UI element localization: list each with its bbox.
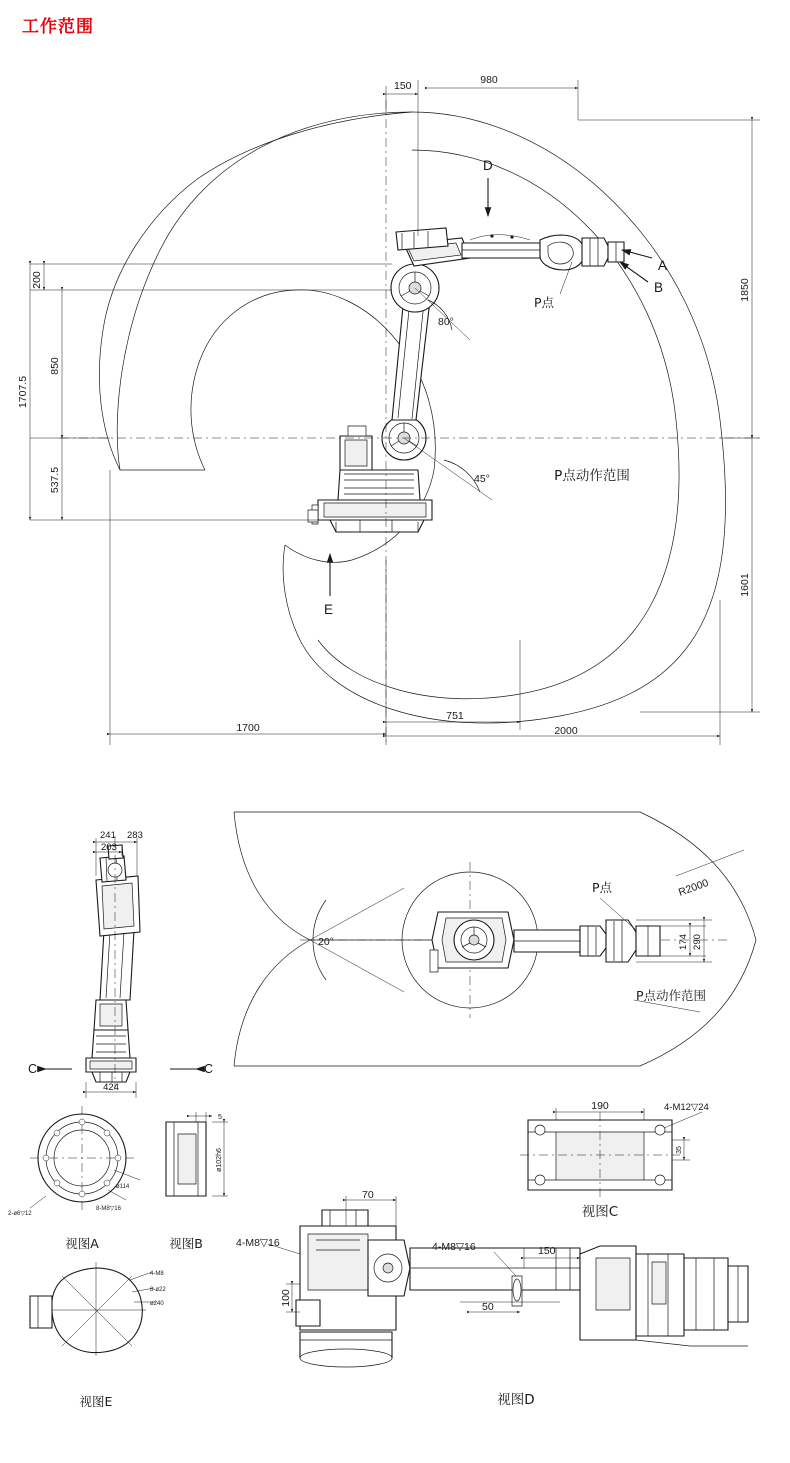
angle-top-20: 20° [318,936,334,948]
note-e-3: ø240 [150,1301,164,1307]
note-c-3: 35 [676,1146,683,1154]
caption-view-b: 视图B [169,1236,203,1251]
note-d-3: 4-M8▽16 [432,1241,476,1253]
main-front-view [17,74,760,745]
note-d-4: 150 [538,1245,556,1257]
dim-left-537: 537.5 [49,466,61,494]
label-p-point-top: P点 [592,880,613,895]
angle-lower: 45° [474,473,490,485]
dim-side-283: 283 [127,830,143,841]
note-d-6: 50 [482,1301,494,1313]
caption-view-a: 视图A [65,1236,99,1251]
view-b [166,1112,228,1251]
note-a-2: 8-M8▽16 [96,1206,121,1212]
dim-left-850: 850 [49,357,61,375]
dim-side-203: 203 [101,842,117,853]
dim-top-174: 174 [678,934,689,950]
note-b-1: 5 [218,1114,222,1121]
arrow-label-D: D [483,158,493,173]
dim-bottom-1700: 1700 [236,722,260,734]
radius-r2000: R2000 [676,876,711,899]
note-d-2: 4-M8▽16 [236,1237,280,1249]
note-c-1: 190 [591,1100,609,1112]
caption-view-e: 视图E [79,1394,113,1409]
note-a-3: ø114 [116,1184,130,1190]
dim-left-200: 200 [31,271,43,289]
note-e-1: 4-M8 [150,1271,164,1277]
note-e-2: 8-ø22 [150,1287,166,1293]
note-b-2: ø102h6 [216,1148,223,1172]
dim-right-1601: 1601 [739,573,751,597]
label-p-range-top: P点动作范围 [636,988,707,1003]
view-c [520,1100,709,1220]
arrow-label-A: A [658,258,668,273]
caption-view-d: 视图D [497,1392,535,1408]
dim-top-150: 150 [394,80,412,92]
label-p-range-front: P点动作范围 [554,468,630,484]
label-p-point-front: P点 [534,295,555,310]
note-a-1: 2-ø6▽12 [8,1211,32,1217]
dim-right-1850: 1850 [739,278,751,302]
dim-top-980: 980 [480,74,498,86]
view-e [30,1262,166,1409]
view-d [236,1189,748,1408]
dim-side-424: 424 [103,1082,119,1093]
section-mark-c-left: C [28,1062,38,1076]
section-mark-c-right: C [204,1062,214,1076]
arrow-label-B: B [654,280,664,295]
note-d-5: 100 [280,1289,292,1307]
dim-side-241: 241 [100,830,116,841]
page-title: 工作范围 [22,17,94,36]
view-a [8,1106,140,1251]
caption-view-c: 视图C [581,1204,619,1220]
dim-top-290: 290 [692,934,703,950]
side-view [28,830,213,1098]
arrow-label-E: E [324,602,334,617]
note-c-2: 4-M12▽24 [664,1102,709,1113]
robot-front [308,228,624,532]
dim-left-1707: 1707.5 [17,375,29,409]
note-d-1: 70 [362,1189,374,1201]
top-view [234,812,756,1066]
dim-bottom-751: 751 [446,710,464,722]
angle-upper: 80° [438,316,454,328]
dim-bottom-2000: 2000 [554,725,578,737]
